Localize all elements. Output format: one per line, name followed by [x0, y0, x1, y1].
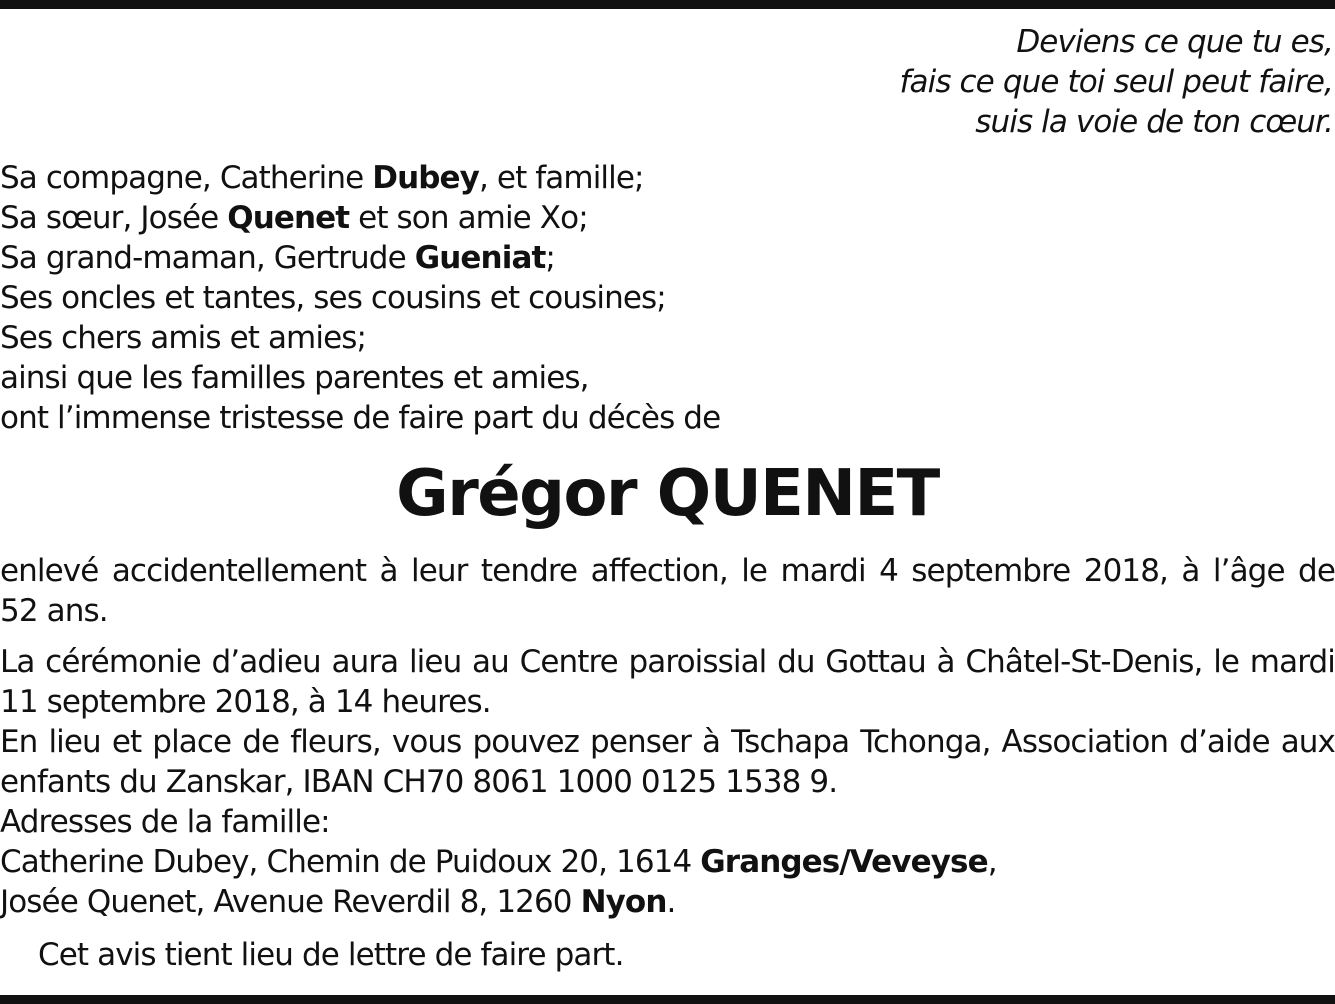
- family-list: [0, 158, 720, 438]
- death-line: enlevé accidentellement à leur tendre affection, le mardi 4 septembre 2018, à l’âge de: [0, 553, 1335, 589]
- family-line-companion: Sa compagne, Catherine Dubey, et famille;: [0, 160, 644, 196]
- town: Granges/Veveyse: [700, 844, 988, 880]
- death-details: [0, 551, 1335, 631]
- address-line: Catherine Dubey, Chemin de Puidoux 20, 1614 Granges/Veveyse,: [0, 844, 997, 880]
- addresses-heading: Adresses de la famille:: [0, 804, 330, 840]
- surname: Dubey: [372, 160, 479, 196]
- family-line-grandmother: Sa grand-maman, Gertrude Gueniat;: [0, 240, 555, 276]
- ceremony-line: 11 septembre 2018, à 14 heures.: [0, 684, 491, 720]
- family-line-sister: Sa sœur, Josée Quenet et son amie Xo;: [0, 200, 588, 236]
- top-rule: [0, 0, 1335, 9]
- notice-line: Cet avis tient lieu de lettre de faire part.: [38, 937, 624, 973]
- quote-line: fais ce que toi seul peut faire,: [899, 64, 1333, 100]
- family-line-relatives: Ses oncles et tantes, ses cousins et cousines;: [0, 280, 666, 316]
- ceremony-line: La cérémonie d’adieu aura lieu au Centre paroissial du Gottau à Châtel-St-Denis, le mardi: [0, 644, 1335, 680]
- family-line-families: ainsi que les familles parentes et amies,: [0, 360, 589, 396]
- epigraph-quote: [900, 22, 1333, 142]
- death-line: 52 ans.: [0, 593, 108, 629]
- town: Nyon: [580, 884, 667, 920]
- deceased-name: Grégor QUENET: [396, 457, 939, 531]
- donation-line: En lieu et place de fleurs, vous pouvez penser à Tschapa Tchonga, Association d’aide aux: [0, 724, 1335, 760]
- donation-line: enfants du Zanskar, IBAN CH70 8061 1000 0125 1538 9.: [0, 764, 838, 800]
- quote-line: suis la voie de ton cœur.: [975, 104, 1333, 140]
- announcement-line: ont l’immense tristesse de faire part du décès de: [0, 400, 721, 436]
- quote-line: Deviens ce que tu es,: [1016, 24, 1333, 60]
- ceremony-details: [0, 642, 1335, 922]
- bottom-rule: [0, 995, 1335, 1004]
- address-line: Josée Quenet, Avenue Reverdil 8, 1260 Nyon.: [0, 884, 676, 920]
- surname: Gueniat: [414, 240, 546, 276]
- family-line-friends: Ses chers amis et amies;: [0, 320, 367, 356]
- surname: Quenet: [227, 200, 350, 236]
